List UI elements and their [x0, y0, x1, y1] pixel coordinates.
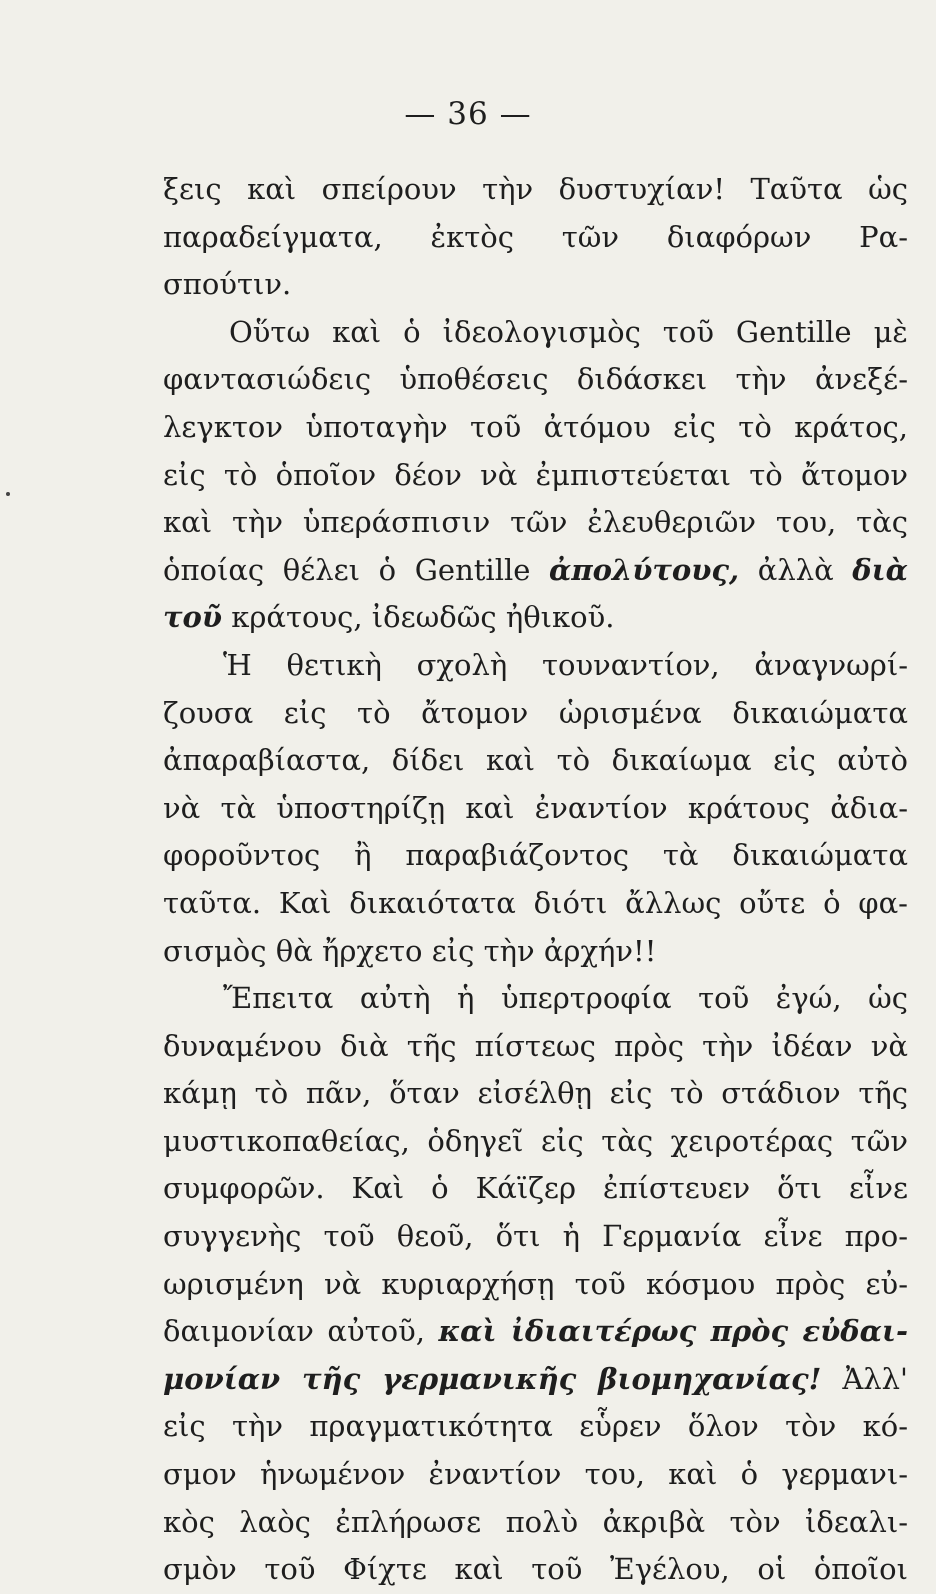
text-line [163, 928, 908, 976]
emphasized-text: διὰ [852, 552, 908, 587]
text-segment: κὸς λαὸς ἐπλήρωσε πολὺ ἀκριβὰ τὸν ἰδεαλι- [163, 1504, 908, 1539]
text-segment: δυναμένου διὰ τῆς πίστεως πρὸς τὴν ἰδέαν νὰ [163, 1028, 908, 1063]
text-segment: ὁποίας θέλει ὁ Gentille [163, 552, 550, 587]
text-segment: λεγκτον ὑποταγὴν τοῦ ἀτόμου εἰς τὸ κράτος, [163, 409, 908, 444]
text-line [163, 404, 908, 452]
text-line [163, 1499, 908, 1547]
text-line [163, 1308, 908, 1356]
text-segment: εἰς τὸ ὁποῖον δέον νὰ ἐμπιστεύεται τὸ ἄτομον [163, 457, 908, 492]
text-line [163, 1356, 908, 1404]
emphasized-text: ἀπολύτους, [549, 552, 740, 587]
text-segment: σμον ἡνωμένον ἐναντίον του, καὶ ὁ γερμανι- [163, 1457, 908, 1492]
text-segment: παραδείγματα, ἐκτὸς τῶν διαφόρων Ρα- [163, 219, 908, 254]
text-line [163, 1070, 908, 1118]
text-line [163, 1261, 908, 1309]
text-line [163, 1118, 908, 1166]
margin-speck [6, 492, 10, 496]
text-segment: εἰς τὴν πραγματικότητα εὗρεν ὅλον τὸν κό- [163, 1409, 908, 1444]
text-segment: κράτους, ἰδεωδῶς ἠθικοῦ. [221, 600, 615, 635]
text-line [163, 975, 908, 1023]
text-segment: ἀπαραβίαστα, δίδει καὶ τὸ δικαίωμα εἰς αὐτὸ [163, 743, 908, 778]
text-segment: Ἀλλ' [821, 1361, 908, 1396]
text-line [163, 785, 908, 833]
text-line [163, 642, 908, 690]
text-segment: συμφορῶν. Καὶ ὁ Κάϊζερ ἐπίστευεν ὅτι εἶνε [163, 1171, 908, 1206]
text-segment: φαντασιώδεις ὑποθέσεις διδάσκει τὴν ἀνεξέ- [163, 362, 908, 397]
text-line [163, 214, 908, 262]
text-line [163, 309, 908, 357]
text-segment: συγγενὴς τοῦ θεοῦ, ὅτι ἡ Γερμανία εἶνε προ- [163, 1219, 908, 1254]
text-line [163, 594, 908, 642]
body-text [163, 166, 908, 1594]
text-line [163, 1546, 908, 1594]
text-segment: φοροῦντος ἢ παραβιάζοντος τὰ δικαιώματα [163, 838, 908, 873]
emphasized-text: καὶ ἰδιαιτέρως πρὸς εὐδαι- [438, 1314, 908, 1349]
text-line [163, 261, 908, 309]
text-line [163, 452, 908, 500]
text-line [163, 1403, 908, 1451]
text-segment: Οὕτω καὶ ὁ ἰδεολογισμὸς τοῦ Gentille μὲ [229, 314, 908, 349]
text-line [163, 356, 908, 404]
text-line [163, 166, 908, 214]
text-segment: ταῦτα. Καὶ δικαιότατα διότι ἄλλως οὔτε ὁ φα- [163, 885, 908, 920]
text-line [163, 690, 908, 738]
text-segment: σμὸν τοῦ Φίχτε καὶ τοῦ Ἐγέλου, οἱ ὁποῖοι [163, 1552, 908, 1587]
text-line [163, 1451, 908, 1499]
text-segment: ωρισμένη νὰ κυριαρχήσῃ τοῦ κόσμου πρὸς εὐ- [163, 1266, 908, 1301]
text-segment: σισμὸς θὰ ἤρχετο εἰς τὴν ἀρχήν!! [163, 933, 657, 968]
text-segment: μυστικοπαθείας, ὁδηγεῖ εἰς τὰς χειροτέρας τῶν [163, 1123, 908, 1158]
text-line [163, 880, 908, 928]
text-segment: καὶ τὴν ὑπεράσπισιν τῶν ἐλευθεριῶν του, τὰς [163, 505, 908, 540]
text-line [163, 832, 908, 880]
text-segment: δαιμονίαν αὐτοῦ, [163, 1314, 439, 1349]
text-segment: Ἡ θετικὴ σχολὴ τουναντίον, ἀναγνωρί- [223, 647, 908, 682]
text-line [163, 1023, 908, 1071]
emphasized-text: μονίαν τῆς γερμανικῆς βιομηχανίας! [163, 1361, 822, 1396]
text-line [163, 737, 908, 785]
emphasized-text: τοῦ [163, 600, 222, 635]
text-segment: ἀλλὰ [739, 552, 853, 587]
text-segment: σπούτιν. [163, 267, 292, 302]
text-line [163, 547, 908, 595]
page-number: — 36 — [404, 96, 532, 132]
text-segment: κάμῃ τὸ πᾶν, ὅταν εἰσέλθῃ εἰς τὸ στάδιον τῆς [163, 1076, 908, 1111]
text-line [163, 1213, 908, 1261]
text-line [163, 1165, 908, 1213]
text-line [163, 499, 908, 547]
text-segment: ξεις καὶ σπείρουν τὴν δυστυχίαν! Ταῦτα ὡς [163, 172, 908, 206]
text-segment: ζουσα εἰς τὸ ἄτομον ὡρισμένα δικαιώματα [163, 695, 908, 730]
text-segment: Ἔπειτα αὐτὴ ἡ ὑπερτροφία τοῦ ἐγώ, ὡς [223, 981, 908, 1016]
text-segment: νὰ τὰ ὑποστηρίζῃ καὶ ἐναντίον κράτους ἀδια- [163, 790, 908, 825]
